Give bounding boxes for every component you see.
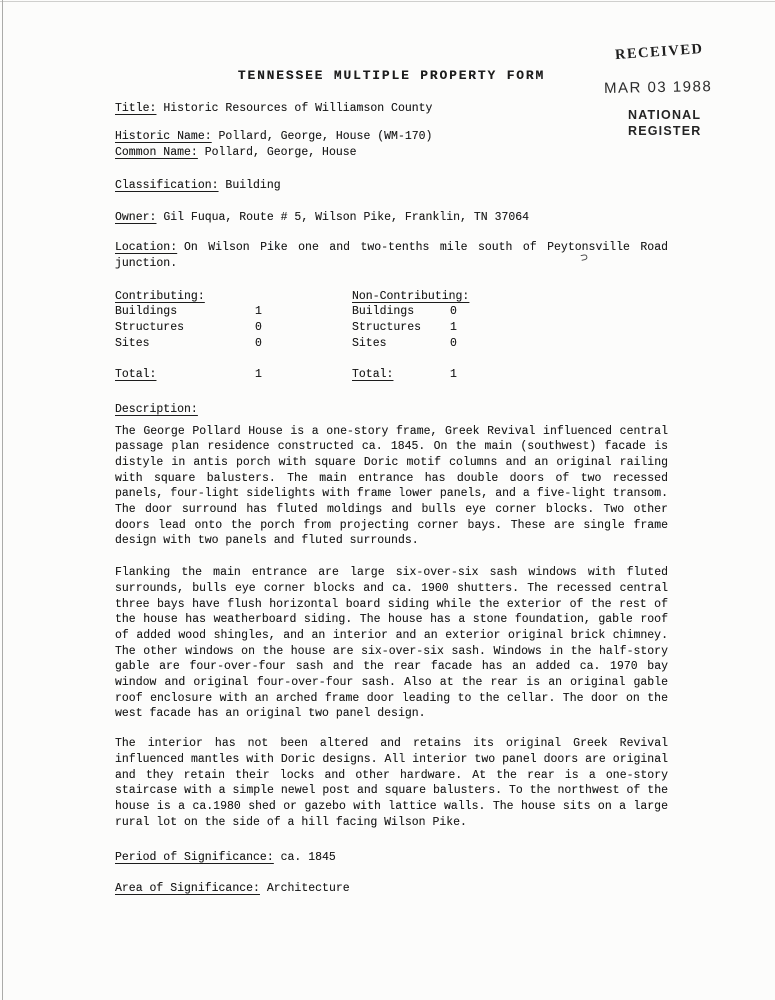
field-location-value: On Wilson Pike one and two-tenths mile south of Peytonsville Road junction. — [115, 241, 668, 270]
non-contributing-buildings-label: Buildings — [352, 305, 415, 319]
name-fields — [115, 129, 668, 160]
period-of-significance-label: Period of Significance: — [115, 851, 274, 865]
field-owner-value: Gil Fuqua, Route # 5, Wilson Pike, Franklin, TN 37064 — [163, 210, 530, 224]
field-classification-value: Building — [225, 178, 281, 192]
contributing-total-count: 1 — [255, 368, 262, 382]
table-row — [352, 336, 668, 352]
stray-pen-mark: ⊃ — [579, 250, 590, 266]
description-paragraph-2: Flanking the main entrance are large six-over-six sash windows with fluted surrounds, bulls eye corner blocks and ca. 1900 shutters. The recessed central three bays have flush horizontal board siding while the exterior of the rest of the house has weatherboard siding. The house has a stone foundation, gable roof of added wood shingles, and an interior and an exterior original brick chimney. The other windows on the house are six-over-six sash. Windows in the half-story gable are four-over-four sash and the rear facade has an added ca. 1970 bay window and original four-over-four sash. Also at the rear is an original gable roof enclosure with an arched frame door leading to the cellar. The door on the west facade has an original two panel design. — [115, 566, 668, 721]
resource-counts-table — [115, 289, 668, 383]
non-contributing-sites-count: 0 — [450, 336, 457, 350]
form-content — [115, 62, 668, 897]
field-period-of-significance — [115, 850, 668, 866]
contributing-sites-label: Sites — [115, 336, 150, 350]
field-title — [115, 101, 668, 117]
field-classification-label: Classification: — [115, 178, 219, 192]
field-historic-name-label: Historic Name: — [115, 130, 212, 144]
contributing-sites-count: 0 — [255, 336, 262, 350]
field-common-name-label: Common Name: — [115, 146, 198, 160]
non-contributing-header: Non-Contributing: — [352, 289, 470, 303]
table-row — [352, 304, 668, 320]
table-row — [115, 320, 352, 336]
field-area-of-significance — [115, 881, 668, 897]
table-row — [115, 304, 352, 320]
description-paragraph-1: The George Pollard House is a one-story frame, Greek Revival influenced central passage plan residence constructed ca. 1845. On the main (southwest) facade is distyle in antis porch with square Doric motif columns and an original railing with square balusters. The main entrance has double doors of two recessed panels, four-light sidelights with frame lower panels, and a five-light transom. The door surround has fluted moldings and bulls eye corner blocks. Two other doors lead onto the porch from projecting corner bays. These are single frame design with two panels and fluted surrounds. — [115, 424, 668, 548]
scan-edge-top — [0, 1, 775, 2]
non-contributing-sites-label: Sites — [352, 336, 387, 350]
field-title-value: Historic Resources of Williamson County — [163, 101, 433, 115]
field-historic-name — [115, 129, 668, 145]
national-register-stamp-line2: REGISTER — [628, 123, 702, 138]
non-contributing-total-label: Total: — [352, 368, 394, 382]
field-historic-name-value: Pollard, George, House (WM-170) — [218, 130, 433, 144]
non-contributing-buildings-count: 0 — [450, 305, 457, 319]
form-title: TENNESSEE MULTIPLE PROPERTY FORM — [237, 68, 546, 83]
national-register-stamp-line1: NATIONAL — [628, 108, 702, 122]
field-location — [115, 240, 668, 271]
description-paragraph-3: The interior has not been altered and retains its original Greek Revival influenced mantles with Doric designs. All interior two panel doors are original and they retain their locks and other hardware. At the rear is a one-story staircase with a simple newel post and square balusters. To the northwest of the house is a ca.1980 shed or gazebo with lattice walls. The house sits on a large rural lot on the side of a hill facing Wilson Pike. — [115, 737, 668, 829]
non-contributing-total-count: 1 — [450, 368, 457, 382]
contributing-total-label: Total: — [115, 368, 157, 382]
area-of-significance-label: Area of Significance: — [115, 882, 260, 896]
contributing-structures-count: 0 — [255, 321, 262, 335]
period-of-significance-value: ca. 1845 — [280, 851, 336, 865]
contributing-buildings-label: Buildings — [115, 305, 178, 319]
field-common-name-value: Pollard, George, House — [204, 146, 357, 160]
non-contributing-structures-count: 1 — [450, 321, 457, 335]
table-row — [115, 336, 352, 352]
scan-edge-left — [2, 0, 3, 1000]
received-stamp: RECEIVED — [614, 40, 704, 64]
field-title-label: Title: — [115, 101, 157, 115]
field-common-name — [115, 145, 668, 161]
contributing-column — [115, 289, 352, 383]
field-owner-label: Owner: — [115, 210, 157, 224]
field-owner — [115, 210, 668, 226]
area-of-significance-value: Architecture — [266, 882, 350, 896]
date-stamp: MAR 03 1988 — [603, 78, 713, 97]
description-label: Description: — [115, 402, 198, 416]
table-row-total — [115, 367, 352, 383]
non-contributing-column — [352, 289, 668, 383]
contributing-header: Contributing: — [115, 289, 205, 303]
field-classification — [115, 178, 668, 194]
non-contributing-structures-label: Structures — [352, 321, 422, 335]
table-row-total — [352, 367, 668, 383]
contributing-structures-label: Structures — [115, 321, 185, 335]
description-section — [115, 402, 668, 418]
contributing-buildings-count: 1 — [255, 305, 262, 319]
field-location-label: Location: — [115, 241, 178, 255]
table-row — [352, 320, 668, 336]
